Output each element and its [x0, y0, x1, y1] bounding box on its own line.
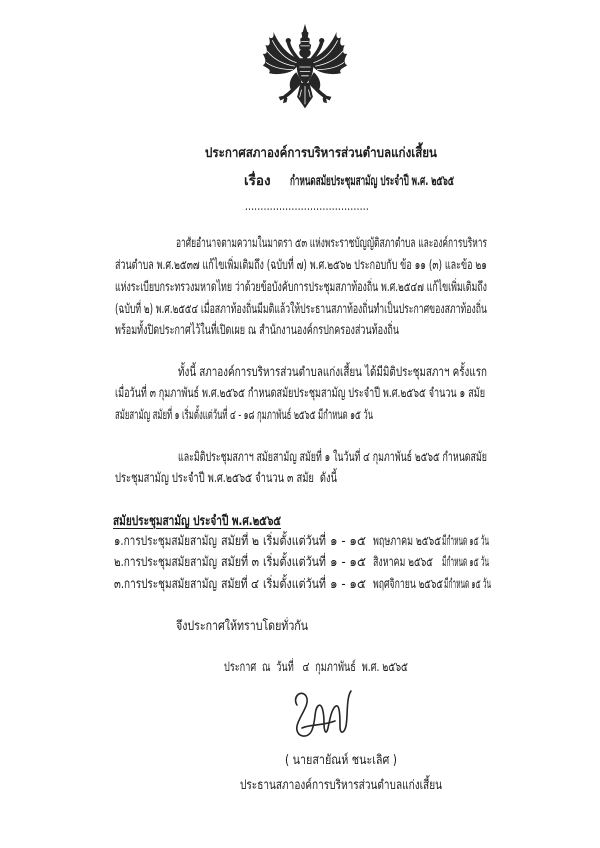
schedule-item-session [221, 532, 259, 552]
paragraph-line-text: สมัยสามัญ สมัยที่ ๑ เริ่มตั้งแต่วันที่ ๔ - ๑๘ กุมภาพันธ์ ๒๕๖๕ มีกำหนด ๑๕ วัน [115, 408, 374, 423]
schedule-item-range [330, 532, 366, 552]
paragraph-1-line [115, 256, 487, 276]
paragraph-3-line [178, 448, 487, 468]
schedule-item-range-text: ๑ - ๑๕ [330, 577, 366, 592]
schedule-item-start-text: เริ่มตั้งแต่วันที่ [263, 577, 327, 592]
schedule-item-range-text: ๑ - ๑๕ [330, 534, 366, 549]
paragraph-1-line [115, 321, 399, 341]
schedule-item-session-text: สมัยที่ ๔ [221, 577, 260, 592]
closing-notice-text: จึงประกาศให้ทราบโดยทั่วกัน [176, 619, 309, 634]
schedule-item-duration-text: มีกำหนด ๑๕ วัน [442, 534, 489, 549]
subject-title-text: กำหนดสมัยประชุมสามัญ ประจำปี พ.ศ. ๒๕๖๕ [290, 173, 454, 189]
subject-label-text: เรื่อง [244, 173, 271, 189]
schedule-item-duration [442, 532, 489, 552]
schedule-item-duration-text: มีกำหนด ๑๕ วัน [444, 577, 491, 592]
schedule-item-duration [444, 575, 491, 595]
schedule-item-label [114, 575, 217, 595]
schedule-item-duration [442, 553, 489, 573]
announcement-date-text: ประกาศ ณ วันที่ ๔ กุมภาพันธ์ พ.ศ. ๒๕๖๕ [224, 660, 408, 675]
schedule-heading-text: สมัยประชุมสามัญ ประจำปี พ.ศ.๒๕๖๕ [113, 513, 282, 529]
paragraph-1-line [176, 234, 487, 254]
schedule-item-label [114, 532, 217, 552]
schedule-item-session-text: สมัยที่ ๓ [221, 555, 260, 570]
paragraph-line-text: ประชุมสามัญ ประจำปี พ.ศ.๒๕๖๕ จำนวน ๓ สมัย ดังนี้ [115, 471, 338, 486]
schedule-item-date-text: พฤศจิกายน ๒๕๖๕ [373, 577, 444, 592]
schedule-item-start [263, 532, 326, 552]
paragraph-2-line [115, 406, 373, 426]
signatory-position [240, 776, 442, 796]
schedule-item-range [330, 553, 366, 573]
paragraph-2-line [178, 363, 487, 383]
signatory-name [285, 751, 397, 771]
schedule-heading [113, 511, 281, 531]
schedule-item-date-text: พฤษภาคม ๒๕๖๕ [373, 534, 442, 549]
schedule-item-session [221, 553, 259, 573]
schedule-item-date [373, 532, 441, 552]
paragraph-line-text: แห่งระเบียบกระทรวงมหาดไทย ว่าด้วยข้อบังคับการประชุมสภาท้องถิ่น พ.ศ.๒๕๔๗ แก้ไขเพิ่มเติมถึง [115, 280, 487, 295]
signatory-position-text: ประธานสภาองค์การบริหารส่วนตำบลแก่งเสี้ยน [240, 778, 442, 793]
handwritten-signature-icon [287, 683, 357, 745]
schedule-item-session-text: สมัยที่ ๒ [221, 534, 260, 549]
paragraph-3-line [115, 469, 337, 489]
paragraph-line-text: (ฉบับที่ ๒) พ.ศ.๒๕๕๔ เมื่อสภาท้องถิ่นมีมติแล้วให้ประธานสภาท้องถิ่นทำเป็นประกาศของสภาท้องถิ่น [115, 302, 487, 317]
schedule-item-start [263, 553, 326, 573]
subject-label [244, 171, 278, 191]
paragraph-line-text: เมื่อวันที่ ๓ กุมภาพันธ์ พ.ศ.๒๕๖๕ กำหนดสมัยประชุมสามัญ ประจำปี พ.ศ.๒๕๖๕ จำนวน ๑ สมัย [115, 386, 486, 401]
paragraph-line-text: ทั้งนี้ สภาองค์การบริหารส่วนตำบลแก่งเสี้ยน ได้มีมิติประชุมสภาฯ ครั้งแรก [178, 365, 487, 380]
schedule-item-start-text: เริ่มตั้งแต่วันที่ [263, 534, 327, 549]
schedule-item-session [221, 575, 259, 595]
schedule-item-duration-text: มีกำหนด ๑๕ วัน [442, 555, 489, 570]
paragraph-2-line [115, 384, 485, 404]
paragraph-line-text: พร้อมทั้งปิดประกาศไว้ในที่เปิดเผย ณ สำนักงานองค์กรปกครองส่วนท้องถิ่น [115, 323, 400, 338]
subject-title [290, 171, 454, 191]
schedule-item-date [373, 575, 443, 595]
schedule-item-label-text: ๓.การประชุมสมัยสามัญ [114, 577, 217, 592]
announcement-title [205, 143, 437, 163]
schedule-item-date-text: สิงหาคม ๒๕๖๕ [373, 555, 433, 570]
paragraph-line-text: อาศัยอำนาจตามความในมาตรา ๕๓ แห่งพระราชบัญญัติสภาตำบล และองค์การบริหาร [176, 236, 488, 251]
paragraph-line-text: ส่วนตำบล พ.ศ.๒๕๓๗ แก้ไขเพิ่มเติมถึง (ฉบับที่ ๗) พ.ศ.๒๕๖๒ ประกอบกับ ข้อ ๑๑ (๓) และข้อ ๒๑ [115, 258, 488, 273]
announcement-date [224, 658, 408, 678]
schedule-item-range-text: ๑ - ๑๕ [330, 555, 366, 570]
paragraph-1-line [115, 300, 487, 320]
schedule-item-start [263, 575, 326, 595]
schedule-item-label-text: ๒.การประชุมสมัยสามัญ [114, 555, 217, 570]
schedule-item-label [114, 553, 217, 573]
schedule-item-start-text: เริ่มตั้งแต่วันที่ [263, 555, 327, 570]
schedule-item-label-text: ๑.การประชุมสมัยสามัญ [114, 534, 217, 549]
signatory-name-text: ( นายสายัณห์ ชนะเลิศ ) [285, 753, 398, 768]
announcement-title-text: ประกาศสภาองค์การบริหารส่วนตำบลแก่งเสี้ยน [205, 145, 437, 161]
closing-notice [176, 617, 308, 637]
paragraph-line-text: และมิติประชุมสภาฯ สมัยสามัญ สมัยที่ ๑ ในวันที่ ๔ กุมภาพันธ์ ๒๕๖๕ กำหนดสมัย [178, 450, 488, 465]
paragraph-1-line [115, 278, 487, 298]
schedule-item-date [373, 553, 433, 573]
schedule-item-range [330, 575, 366, 595]
separator-dots [245, 197, 369, 217]
separator-dots-text: ........................................ [245, 199, 370, 214]
garuda-emblem-icon [261, 20, 349, 114]
